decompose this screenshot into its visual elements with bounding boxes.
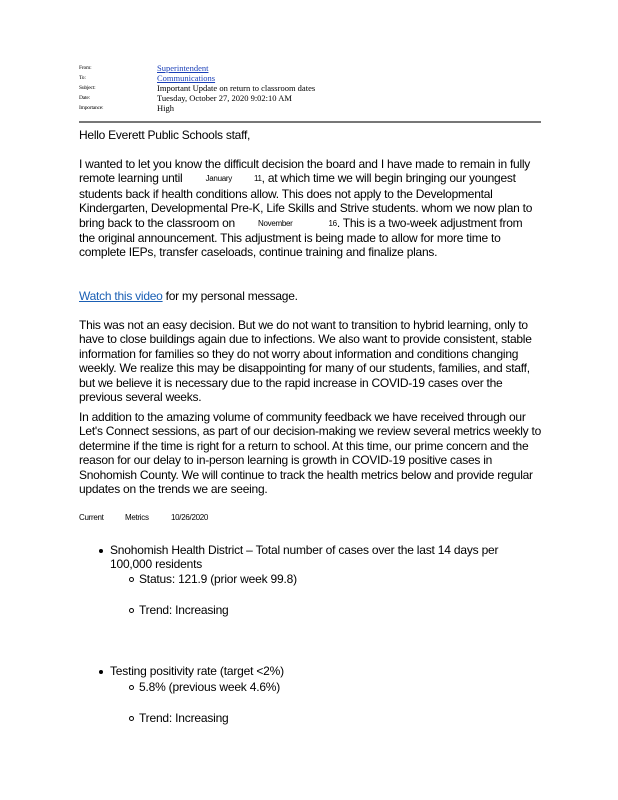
month-january: January: [205, 174, 232, 184]
announcement-text-a: I wanted to let you know the difficult decision the board and I have made to remain in fully remote learning until: [79, 157, 531, 186]
subject-value: Important Update on return to classroom dates: [157, 83, 316, 93]
importance-value: High: [157, 103, 174, 113]
header-row-from: [79, 63, 541, 73]
metrics-header: [79, 513, 208, 522]
header-row-subject: [79, 83, 541, 93]
announcement-text-b: , at which time we will begin bringing our youngest students back if health conditions allow. This does not apply to the Developmental Kindergarten, Developmental Pre-K, Life Skills and Strive students. whom we now plan to bring back to the classroom on: [79, 171, 533, 230]
month-november: November: [258, 218, 293, 228]
from-label: From:: [79, 65, 92, 71]
from-link[interactable]: Superintendent: [157, 63, 209, 73]
sub-bullet-ring: [129, 685, 134, 690]
watch-video-link[interactable]: Watch this video: [79, 289, 163, 303]
email-header: [79, 63, 541, 113]
metrics-metrics-label: Metrics: [125, 513, 149, 522]
metric-case-rate-title: Snohomish Health District – Total number of cases over the last 14 days per 100,000 residents: [110, 543, 499, 572]
bullet-dot: [99, 549, 103, 553]
sub-bullet-ring: [129, 716, 134, 721]
day-eleven: 11: [253, 174, 262, 184]
sub-bullet-ring: [129, 608, 134, 613]
header-row-to: [79, 73, 541, 83]
header-row-importance: [79, 103, 541, 113]
to-label: To:: [79, 75, 86, 81]
bullet-dot: [99, 670, 103, 674]
importance-label: Importance:: [79, 105, 104, 111]
date-label: Date:: [79, 95, 90, 101]
sub-bullet-ring: [129, 577, 134, 582]
day-sixteen: 16: [328, 218, 337, 228]
metric-case-rate-status: Status: 121.9 (prior week 99.8): [139, 572, 297, 586]
metric-positivity-title: Testing positivity rate (target <2%): [110, 664, 284, 678]
subject-label: Subject:: [79, 85, 96, 91]
paragraph-metrics-intro: In addition to the amazing volume of community feedback we have received through our Let's Connect sessions, as part of our decision-making we review several metrics weekly to determine if the time is right for a return to school. At this time, our prime concern and the reason for our delay to in-person learning is growth in COVID-19 positive cases in Snohomish County. We will continue to track the health metrics below and provide regular updates on the trends we are seeing.: [79, 410, 541, 497]
video-line: [79, 289, 541, 303]
paragraph-announcement: [79, 157, 541, 260]
announcement-text-c: . This is a two-week adjustment from the original announcement. This adjustment is being made to allow for more time to complete IEPs, transfer caseloads, continue training and finalize plans.: [79, 215, 523, 260]
metrics-date-label: 10/26/2020: [171, 513, 209, 522]
date-value: Tuesday, October 27, 2020 9:02:10 AM: [157, 93, 292, 103]
greeting: Hello Everett Public Schools staff,: [79, 128, 251, 142]
paragraph-decision: This was not an easy decision. But we do not want to transition to hybrid learning, only to have to close buildings again due to infections. We also want to provide consistent, stable information for families so they do not worry about information and conditions changing weekly. We realize this may be disappointing for many of our students, families, and staff, but we believe it is necessary due to the rapid increase in COVID-19 cases over the previous several weeks.: [79, 318, 532, 405]
metric-case-rate-trend: Trend: Increasing: [139, 603, 229, 617]
header-divider: [79, 121, 541, 123]
to-link[interactable]: Communications: [157, 73, 216, 83]
header-row-date: [79, 93, 541, 103]
metric-positivity-trend: Trend: Increasing: [139, 711, 229, 725]
metrics-current-label: Current: [79, 513, 104, 522]
metric-positivity-status: 5.8% (previous week 4.6%): [139, 680, 281, 694]
video-line-rest: for my personal message.: [162, 289, 298, 303]
